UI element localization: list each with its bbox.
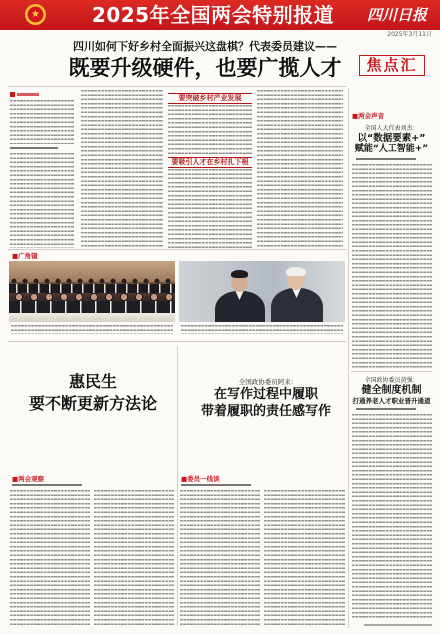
meeting-table	[9, 313, 175, 322]
issue-date: 2025年3月11日	[387, 31, 432, 38]
sidebar-section-label: ■两会声音	[352, 112, 385, 120]
byline	[356, 408, 416, 410]
article-text-column	[81, 90, 163, 248]
byline	[12, 484, 82, 486]
article-text-column	[10, 490, 90, 625]
intro-text	[10, 100, 74, 144]
lead-subhead: 要突破乡村产业发展	[168, 93, 252, 104]
focus-badge: 焦点汇	[359, 55, 425, 76]
special-report-title: 2025年全国两会特别报道	[91, 3, 335, 27]
article-text-column	[10, 153, 74, 248]
writer-headline: 带着履职的责任感写作	[200, 404, 331, 419]
writer-speaker: 全国政协委员阿来：	[238, 378, 298, 386]
article-text-column	[264, 490, 345, 625]
byline	[181, 484, 251, 486]
article-text-column	[168, 105, 252, 155]
livelihood-section-label: ■两会观察	[12, 475, 45, 483]
byline	[10, 147, 58, 149]
sidebar-headline: 打通养老人才职业晋升通道	[352, 397, 431, 405]
article-text-column	[168, 169, 252, 248]
lower-section-divider	[8, 341, 346, 342]
photo-section-divider	[8, 249, 346, 250]
byline	[356, 158, 416, 160]
lead-headline: 既要升级硬件，也要广揽人才	[68, 56, 342, 80]
sidebar-story-divider	[351, 371, 432, 372]
photo-delegation-meeting	[9, 261, 175, 322]
sidebar-text	[352, 164, 432, 368]
photo-interview	[179, 261, 345, 322]
article-text-column	[180, 490, 260, 625]
sidebar-text	[352, 414, 432, 619]
lead-kicker: 四川如何下好乡村全面振兴这盘棋？代表委员建议——	[73, 40, 337, 53]
photo-section-label: ■广角镜	[12, 252, 38, 260]
sidebar-speaker: 全国政协委员黄强：	[364, 377, 419, 384]
article-text-column	[94, 490, 174, 625]
section-marker	[10, 92, 15, 97]
sidebar-headline: 健全制度机制	[361, 385, 422, 396]
writer-headline: 在写作过程中履职	[213, 387, 318, 402]
newspaper-logo: 四川日报	[366, 6, 427, 24]
livelihood-headline: 惠民生	[68, 372, 117, 391]
writer-section-label: ■委员一线谈	[181, 475, 220, 483]
lead-subhead: 要吸引人才在乡村扎下根	[168, 157, 252, 168]
national-emblem-icon	[25, 4, 46, 25]
header-divider	[8, 86, 346, 87]
sidebar-divider	[348, 88, 349, 628]
article-text-column	[257, 90, 343, 248]
sidebar-headline: 以“数据要素+”	[357, 133, 426, 144]
photo-caption	[181, 325, 343, 334]
section-label-text	[17, 93, 39, 96]
page-footer-text	[364, 624, 432, 626]
photo-caption	[11, 325, 173, 334]
sidebar-headline: 赋能“人工智能+”	[354, 144, 429, 154]
person-white-hair	[286, 267, 306, 276]
column-divider	[177, 346, 178, 626]
livelihood-headline: 要不断更新方法论	[28, 394, 157, 413]
sidebar-speaker: 全国人大代表刘杰：	[364, 125, 419, 132]
person-hair	[231, 270, 248, 278]
star-icon: ★	[31, 9, 40, 20]
